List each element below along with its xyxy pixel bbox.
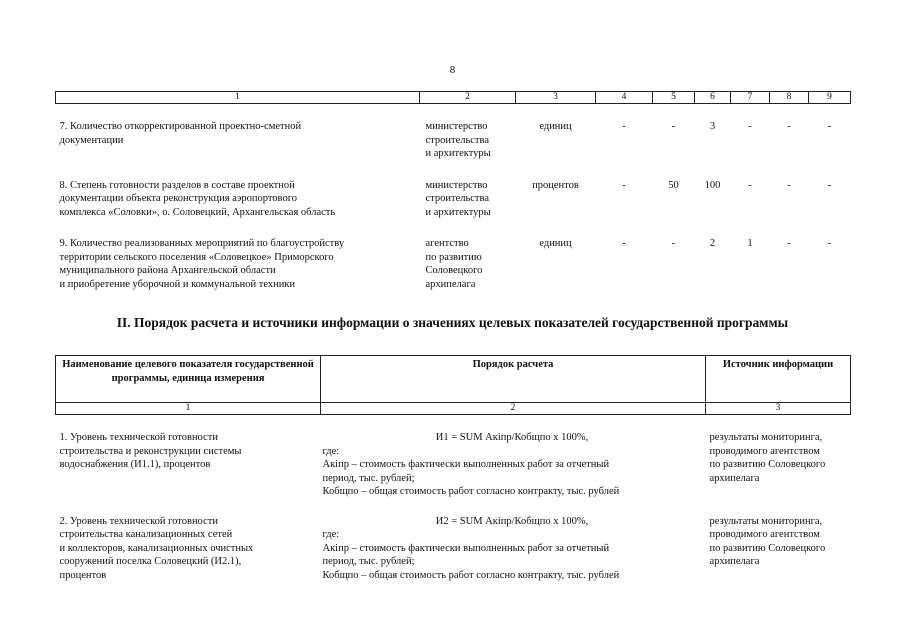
col-number: 8 [770, 92, 809, 104]
unit: процентов [532, 179, 579, 191]
col-number: 5 [653, 92, 695, 104]
table1-header-row [56, 92, 851, 104]
value-cell: - [827, 121, 832, 132]
information-source: результаты мониторинга, проводимого агентством по развитию Соловецкого архипелага [709, 515, 826, 567]
header-calculation: Порядок расчета [321, 356, 706, 403]
value-cell: - [787, 238, 791, 249]
table-row [56, 415, 851, 499]
table-row [56, 499, 851, 583]
indicator-name: 2. Уровень технической готовности строительства канализационных сетей и коллекторов, канализационных очистных сооружений поселка Соловецкий (И2.1), процентов [59, 515, 254, 581]
indicator-name: 9. Количество реализованных мероприятий по благоустройству территории сельского поселения «Соловецкое» Приморского муниципального района Архангельской области и приобретение уборочной и коммунальной техники [59, 238, 345, 290]
value-cell: - [671, 121, 676, 132]
indicator-name: 1. Уровень технической готовности строительства и реконструкции системы водоснабжения (И1.1), процентов [59, 432, 242, 470]
value-cell: - [622, 121, 626, 132]
value-cell: 100 [704, 179, 721, 191]
col-number: 3 [516, 92, 596, 104]
col-number: 1 [56, 92, 420, 104]
calculation-table [55, 355, 851, 582]
col-number: 2 [321, 403, 706, 415]
value-cell: - [671, 238, 676, 249]
table2-number-row [56, 403, 851, 415]
section-title: II. Порядок расчета и источники информации о значениях целевых показателей государственной программы [116, 315, 789, 330]
information-source: результаты мониторинга, проводимого агентством по развитию Соловецкого архипелага [709, 432, 826, 484]
table2-header-row [56, 356, 851, 403]
value-cell: 2 [709, 238, 716, 249]
col-number: 9 [809, 92, 851, 104]
col-number: 4 [596, 92, 653, 104]
col-number: 2 [420, 92, 516, 104]
indicator-name: 7. Количество откорректированной проектно-сметной документации [59, 121, 302, 146]
value-cell: - [787, 179, 791, 191]
page-number: 8 [449, 64, 456, 76]
col-number: 7 [731, 92, 770, 104]
value-cell: 50 [668, 179, 679, 191]
responsible-agency: министерство строительства и архитектуры [425, 121, 491, 159]
col-number: 6 [695, 92, 731, 104]
value-cell: 1 [747, 238, 753, 249]
indicators-table [55, 91, 851, 291]
value-cell: - [622, 238, 626, 249]
responsible-agency: министерство строительства и архитектуры [425, 179, 491, 218]
indicator-name: 8. Степень готовности разделов в составе проектной документации объекта реконструкция аэропортового комплекса «Соловки», о. Соловецкий, Архангельская область [59, 179, 336, 218]
responsible-agency: агентство по развитию Соловецкого архипелага [425, 238, 483, 290]
col-number: 1 [56, 403, 321, 415]
unit: единиц [539, 121, 572, 132]
table-row [56, 104, 851, 161]
value-cell: 3 [709, 121, 716, 132]
formula: И2 = SUM Акіпр/Кобщпо х 100%, [435, 515, 589, 527]
header-indicator: Наименование целевого показателя государственной программы, единица измерения [56, 356, 321, 403]
formula: И1 = SUM Акіпр/Кобщпо х 100%, [435, 432, 589, 443]
calculation-method: И1 = SUM Акіпр/Кобщпо х 100%, где: Акіпр – стоимость фактически выполненных работ за отчетный период, тыс. рублей; Кобщпо – общая стоимость работ согласно контракту, тыс. рублей [321, 415, 706, 499]
value-cell: - [827, 179, 832, 191]
value-cell: - [748, 121, 752, 132]
table-row [56, 219, 851, 291]
calculation-method: И2 = SUM Акіпр/Кобщпо х 100%, где: Акіпр – стоимость фактически выполненных работ за отчетный период, тыс. рублей; Кобщпо – общая стоимость работ согласно контракту, тыс. рублей [321, 499, 706, 583]
header-source: Источник информации [706, 356, 851, 403]
value-cell: - [622, 179, 626, 191]
col-number: 3 [706, 403, 851, 415]
table-row [56, 161, 851, 220]
value-cell: - [787, 121, 791, 132]
value-cell: - [748, 179, 752, 191]
unit: единиц [539, 238, 572, 249]
value-cell: - [827, 238, 832, 249]
